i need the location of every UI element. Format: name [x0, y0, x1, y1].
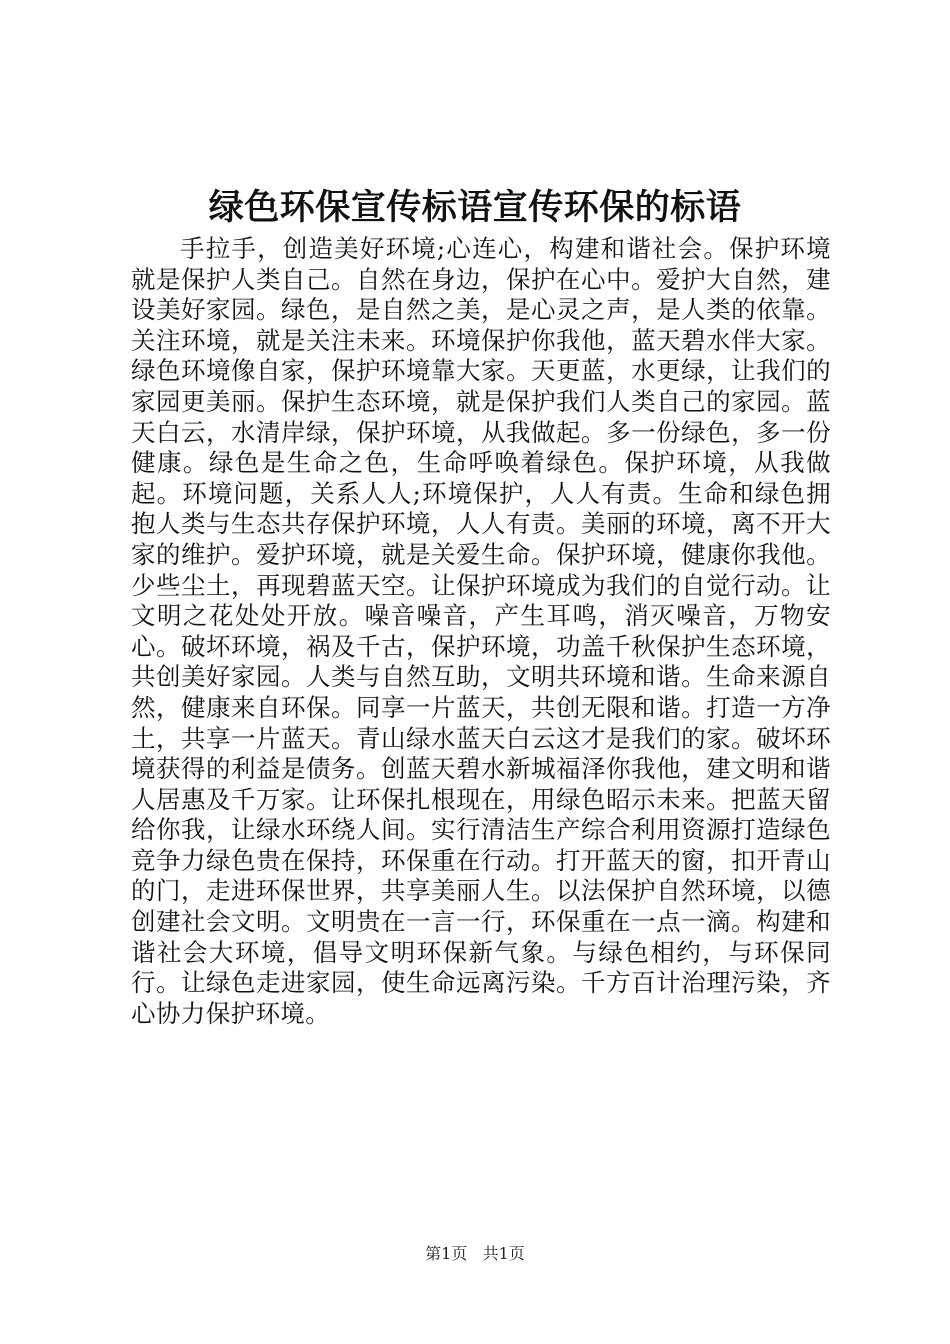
page-total: 共1页	[482, 1244, 525, 1263]
page-title: 绿色环保宣传标语宣传环保的标语	[208, 188, 742, 228]
body-paragraph: 手拉手，创造美好环境;心连心，构建和谐社会。保护环境就是保护人类自己。自然在身边，保护在心中。爱护大自然，建设美好家园。绿色，是自然之美，是心灵之声，是人类的依靠。关注环境，就是关注未来。环境保护你我他，蓝天碧水伴大家。绿色环境像自家，保护环境靠大家。天更蓝，水更绿，让我们的家园更美丽。保护生态环境，就是保护我们人类自己的家园。蓝天白云，水清岸绿，保护环境，从我做起。多一份绿色，多一份健康。绿色是生命之色，生命呼唤着绿色。保护环境，从我做起。环境问题，关系人人;环境保护，人人有责。生命和绿色拥抱人类与生态共存保护环境，人人有责。美丽的环境，离不开大家的维护。爱护环境，就是关爱生命。保护环境，健康你我他。少些尘土，再现碧蓝天空。让保护环境成为我们的自觉行动。让文明之花处处开放。噪音噪音，产生耳鸣，消灭噪音，万物安心。破坏环境，祸及千古，保护环境，功盖千秋保护生态环境，共创美好家园。人类与自然互助，文明共环境和谐。生命来源自然，健康来自环保。同享一片蓝天，共创无限和谐。打造一方净土，共享一片蓝天。青山绿水蓝天白云这才是我们的家。破坏环境获得的利益是债务。创蓝天碧水新城福泽你我他，建文明和谐人居惠及千万家。让环保扎根现在，用绿色昭示未来。把蓝天留给你我，让绿水环绕人间。实行清洁生产综合利用资源打造绿色竞争力绿色贵在保持，环保重在行动。打开蓝天的窗，扣开青山的门，走进环保世界，共享美丽人生。以法保护自然环境，以德创建社会文明。文明贵在一言一行，环保重在一点一滴。构建和谐社会大环境，倡导文明环保新气象。与绿色相约，与环保同行。让绿色走进家园，使生命远离污染。千方百计治理污染，齐心协力保护环境。	[131, 234, 831, 1028]
page-separator	[472, 1244, 477, 1263]
page-footer	[0, 1244, 950, 1264]
page-number: 第1页	[425, 1244, 468, 1263]
